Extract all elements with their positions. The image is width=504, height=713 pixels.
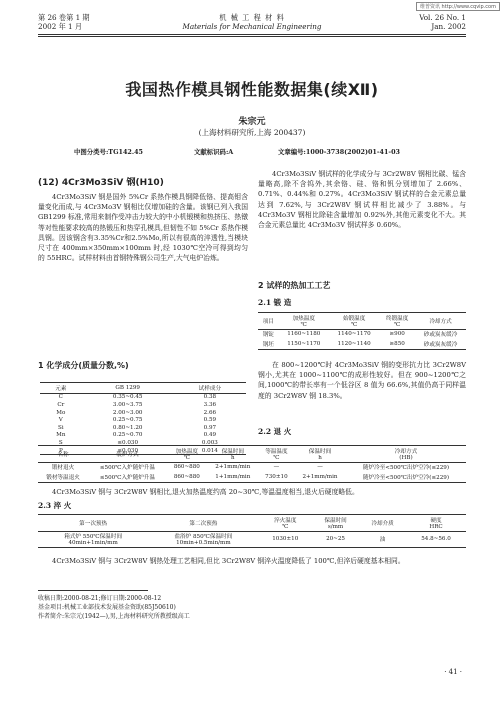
anneal-cell: ≤500℃入炉随炉升温 (99, 465, 156, 472)
chem-element-cell: S (58, 439, 63, 446)
chem-element-cell: Mn (56, 432, 66, 439)
anneal-table-row (38, 462, 466, 472)
forge-cell: 1120~1140 (337, 340, 371, 347)
header-journal-en: Materials for Mechanical Engineering (182, 22, 322, 31)
article-author: 朱宗元 (238, 117, 266, 127)
forge-cell: 钢锭 (262, 332, 274, 339)
chem-header-element: 元素 (55, 385, 67, 392)
chem-element-cell: V (58, 417, 63, 424)
footnote-author-bio: 作者简介:朱宗元(1942—),男,上海材料研究所教授级高工 (38, 613, 190, 620)
chem-header-standard: GB 1299 (115, 384, 140, 391)
anneal-cell: 860~880 (173, 464, 200, 471)
chem-element-cell: Si (58, 424, 64, 431)
forge-cell: ≥900 (389, 331, 405, 338)
footnote-fund: 基金项目:机械工业部技术发展基金资助(85J50610) (38, 604, 176, 611)
forge-header-cell: 项目 (262, 318, 274, 325)
anneal-cell: 860~880 (173, 473, 200, 480)
anneal-cell: 锻材退火 (51, 465, 75, 472)
anneal-header-cell: 加热温度 ℃ (175, 448, 199, 461)
quench-header-cell: 保温时间 s/mm (324, 517, 347, 530)
forge-table-row (258, 339, 466, 349)
section-2-3-title: 2.3 淬 火 (38, 501, 72, 510)
annealing-note: 4Cr3Mo3SiV 钢与 3Cr2W8V 钢相比,退火加热温度约高 20~30℃,等温温度相当,退火后硬度略低。 (52, 488, 359, 496)
header-date-en: Jan. 2002 (431, 22, 466, 31)
forge-cell: ≥850 (389, 340, 405, 347)
clc-number: 中图分类号:TG142.45 (74, 148, 143, 156)
quench-cell: 20~25 (326, 536, 345, 543)
quench-header-cell: 冷却介质 (371, 520, 394, 527)
chem-sample-cell: 2.66 (203, 409, 217, 416)
chem-sample-cell: 0.49 (203, 432, 217, 439)
chem-sample-cell: 0.59 (203, 417, 217, 424)
chem-sample-cell: 0.38 (203, 394, 217, 401)
intro-paragraph: 4Cr3Mo3SiV 钢是国外 5%Cr 系热作模具钢降低铬、提高钼含量变化而成,与 4Cr3Mo3V 钢相比仅增加硅的含量。该钢已列入我国 GB1299 标准,常用来制作受冲击力较大的中小机锻模和热挤压、热镦等对性能要求较高的热锻压和热穿孔模具,但韧性不如 5%Cr 系热作模具钢。因该钢含有3.35%Cr和2.5%Mo,所以有很高的淬透性,当模块尺寸在 400mm×350mm×100mm 时,经 1030℃空冷可得到均匀的 55HRC。试样材料由首钢特殊钢公司生产,大气电炉冶炼。 (38, 193, 248, 263)
chem-standard-cell: 3.00~3.75 (112, 401, 143, 408)
anneal-header-cell: 装炉方式 (116, 451, 139, 458)
anneal-table-row (38, 472, 466, 482)
quench-table-row (38, 531, 466, 548)
chem-sample-cell: 0.003 (201, 439, 218, 446)
anneal-cell: — (273, 464, 280, 471)
quench-header-cell: 第一次预热 (79, 520, 108, 527)
quench-cell: 盐浴炉 850℃保温时间 10min+0.5min/mm (174, 534, 233, 547)
quenching-table (38, 514, 466, 548)
chem-sample-cell: 3.36 (203, 401, 217, 408)
anneal-cell: 锻材等温退火 (46, 474, 80, 481)
article-number: 文章编号:1000-3738(2002)01-41-03 (278, 148, 400, 156)
anneal-header-cell: 保温时间 h (308, 448, 332, 461)
anneal-header-cell: 冷却方式 (HB) (394, 448, 418, 461)
chem-standard-cell: ≤0.030 (117, 439, 139, 446)
anneal-cell: 随炉冷至<500℃出炉空冷(≤229) (362, 474, 450, 481)
forge-cell: 砂或炭灰缓冷 (423, 341, 458, 348)
footnote-received: 收稿日期:2000-08-21;修订日期:2000-08-12 (38, 595, 162, 602)
footnote (38, 594, 190, 621)
anneal-cell: 2+1mm/min (302, 473, 338, 480)
section-1-title: 1 化学成分(质量分数,%) (38, 361, 129, 370)
chem-standard-cell: 0.25~0.70 (112, 432, 143, 439)
forging-paragraph: 在 800~1200℃时 4Cr3Mo3SiV 钢的变形抗力比 3Cr2W8V 钢小,尤其在 1000~1100℃的成形性较好。但在 900~1200℃之间,1000℃的带长率有一个低谷区 8 值为 66.6%,其值仍高于同样温度的 3Cr2W8V 钢 18.3%。 (258, 361, 466, 400)
chem-table-row (40, 424, 246, 432)
composition-comparison-paragraph: 4Cr3Mo3SiV 钢试样的化学成分与 3Cr2W8V 钢相比碳、锰含量略高,除不含钨外,其余铬、硅、铬和钒分别增加了 2.66%、0.71%、0.44%和 0.27%。4Cr3Mo3SiV 钢试样的合金元素总量达到 7.62%,与 3Cr2W8V 钢试样相比减少了 3.88%。与 4Cr3Mo3V 钢相比除硅含量增加 0.92%外,其他元素变化不大。其合金元素总量比 4Cr3Mo3V 钢试样多 0.60%。 (258, 170, 466, 230)
steel-heading: (12) 4Cr3Mo3SiV 钢(H10) (38, 178, 164, 188)
header-volume: 第 26 卷第 1 期 (38, 13, 90, 22)
forge-cell: 钢坯 (262, 341, 274, 348)
header-rule (38, 34, 466, 35)
anneal-cell: 730±10 (265, 473, 288, 480)
page-number: · 41 · (444, 668, 462, 676)
anneal-header-cell: 等温温度 ℃ (265, 448, 288, 461)
forge-table-row (258, 329, 466, 339)
chem-table-row (40, 409, 246, 417)
chem-standard-cell: 0.35~0.45 (112, 394, 143, 401)
quench-cell: 油 (379, 537, 386, 544)
section-2-2-title: 2.2 退 火 (258, 427, 292, 436)
chem-standard-cell: 0.25~0.75 (112, 417, 143, 424)
quench-cell: 箱式炉 550℃保温时间 40min+1min/mm (64, 534, 123, 547)
article-affiliation: (上海材料研究所,上海 200437) (198, 128, 306, 137)
forge-header-cell: 加热温度 ℃ (292, 315, 315, 328)
chem-standard-cell: 0.80~1.20 (112, 424, 143, 431)
article-title: 我国热作模具钢性能数据集(续Ⅻ) (125, 80, 379, 99)
quench-cell: 54.8~56.0 (421, 536, 451, 543)
quench-cell: 1030±10 (272, 536, 299, 543)
quench-header-cell: 第二次预热 (189, 520, 218, 527)
chem-table-row (40, 393, 246, 401)
section-2-1-title: 2.1 锻 造 (258, 298, 292, 307)
anneal-cell: 1+1mm/min (215, 473, 251, 480)
section-2-title: 2 试样的热加工工艺 (258, 281, 331, 290)
chem-standard-cell: ≤0.030 (117, 447, 139, 454)
chem-sample-cell: 0.014 (201, 447, 218, 454)
header-date: 2002 年 1 月 (38, 22, 83, 31)
chem-element-cell: Mo (56, 409, 66, 416)
forge-header-cell: 始锻温度 ℃ (342, 315, 366, 328)
forge-cell: 1140~1170 (337, 331, 371, 338)
anneal-header-cell: 名称 (57, 451, 69, 458)
forge-cell: 1160~1180 (287, 331, 321, 338)
journal-volume-right (419, 13, 466, 31)
anneal-cell: 随炉冷至<500℃出炉空冷(≤229) (362, 465, 450, 472)
chem-sample-cell: 0.97 (203, 424, 217, 431)
forge-cell: 1150~1170 (287, 340, 321, 347)
quench-header-cell: 淬火温度 ℃ (274, 517, 297, 530)
chem-table-row (40, 416, 246, 424)
chem-element-cell: C (58, 394, 63, 401)
chem-header-sample: 试样成分 (198, 385, 222, 392)
header-journal-cn: 机 械 工 程 材 料 (219, 13, 285, 22)
chem-element-cell: Cr (57, 401, 65, 408)
chem-standard-cell: 2.00~3.00 (112, 409, 143, 416)
forge-cell: 砂或炭灰缓冷 (423, 332, 458, 339)
forging-table (258, 312, 466, 350)
header-rule-thin (38, 36, 466, 37)
anneal-cell: 2+1mm/min (215, 464, 251, 471)
forge-header-cell: 冷却方式 (429, 318, 452, 325)
anneal-cell: ≤500℃入炉随炉升温 (99, 474, 156, 481)
annealing-table (38, 445, 466, 483)
forge-header-cell: 终锻温度 ℃ (385, 315, 409, 328)
header-vol-en: Vol. 26 No. 1 (419, 13, 466, 22)
watermark-stamp: 维普资讯 http://www.cqvip.com (416, 2, 500, 11)
quenching-note: 4Cr3Mo3SiV 钢与 3Cr2W8V 钢热处理工艺相同,但比 3Cr2W8V 钢淬火温度降低了 100℃,但淬后硬度基本相同。 (52, 557, 405, 565)
anneal-header-cell: 保温时间 h (221, 448, 244, 461)
chem-table-row (40, 432, 246, 440)
anneal-cell: — (317, 464, 323, 471)
document-code: 文献标识码:A (194, 148, 234, 156)
quench-header-cell: 硬度 HRC (429, 517, 443, 530)
chem-element-cell: P (58, 447, 63, 454)
footnote-rule (38, 590, 148, 591)
chem-table-row (40, 401, 246, 409)
